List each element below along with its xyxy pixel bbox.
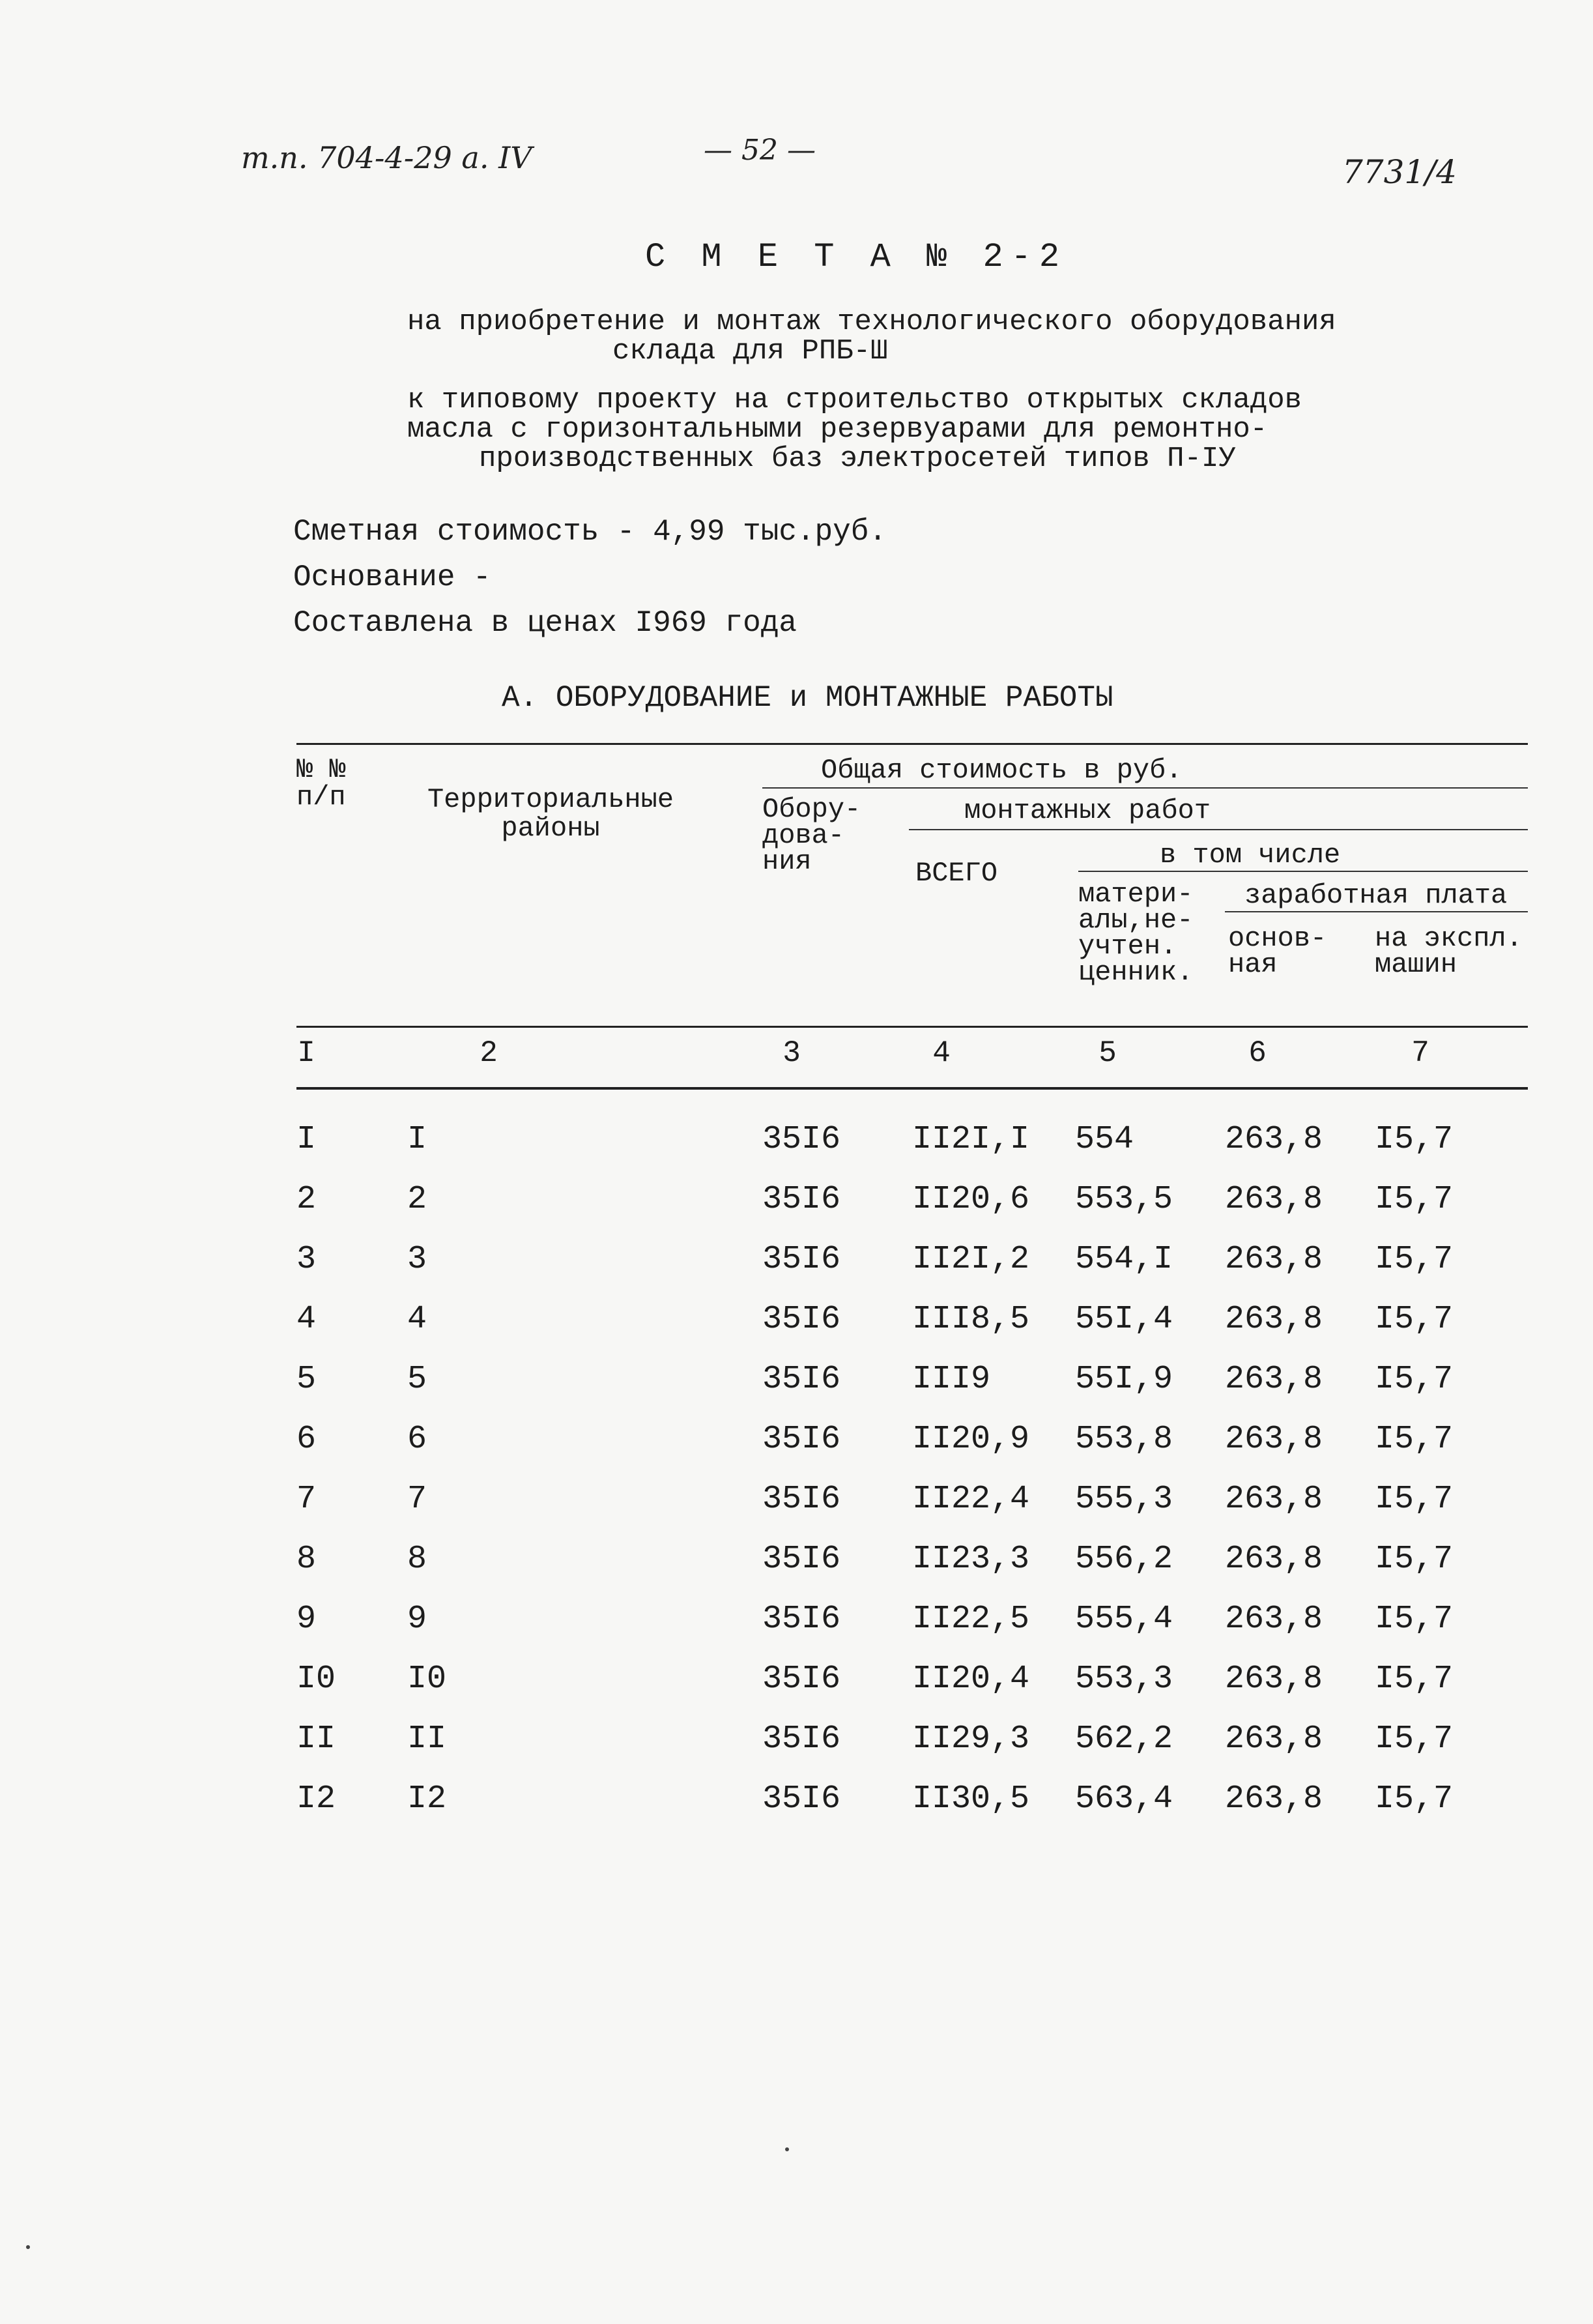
table-cell: II22,5 [912, 1601, 1030, 1638]
table-cell: 4 [296, 1301, 317, 1338]
table-cell: I5,7 [1375, 1541, 1454, 1578]
table-cell: 35I6 [762, 1121, 841, 1158]
table-cell: I5,7 [1375, 1361, 1454, 1398]
header-total: ВСЕГО [915, 858, 998, 889]
table-cell: 2 [296, 1181, 317, 1218]
col-number-5: 5 [1098, 1036, 1117, 1070]
table-top-rule [296, 743, 1528, 745]
header-equipment: Обору-дова-ния [762, 794, 861, 877]
table-cell: I5,7 [1375, 1601, 1454, 1638]
table-cell: 263,8 [1225, 1661, 1323, 1698]
table-cell: II20,4 [912, 1661, 1030, 1698]
table-cell: 35I6 [762, 1601, 841, 1638]
table-cell: II2I,I [912, 1121, 1030, 1158]
archive-number: 7731/4 [1342, 153, 1457, 191]
header-wages: заработная плата [1244, 880, 1508, 911]
table-cell: 6 [407, 1421, 427, 1458]
compiled-prices: Составлена в ценах I969 года [293, 606, 797, 640]
col-number-4: 4 [932, 1036, 951, 1070]
header-rule-installation [909, 829, 1528, 830]
subtitle-line-1: на приобретение и монтаж технологического оборудования [407, 306, 1336, 338]
table-cell: I0 [296, 1661, 336, 1698]
header-bottom-rule [296, 1026, 1528, 1028]
table-cell: 8 [296, 1541, 317, 1578]
table-cell: 7 [407, 1481, 427, 1518]
table-cell: 35I6 [762, 1780, 841, 1818]
table-cell: I2 [296, 1780, 336, 1818]
table-cell: I5,7 [1375, 1721, 1454, 1758]
table-cell: 263,8 [1225, 1361, 1323, 1398]
table-cell: 563,4 [1075, 1780, 1173, 1818]
subtitle-line-5: производственных баз электросетей типов П-IУ [479, 443, 1236, 475]
table-cell: II [296, 1721, 336, 1758]
table-cell: 6 [296, 1421, 317, 1458]
table-cell: II29,3 [912, 1721, 1030, 1758]
subtitle-line-2: склада для РПБ-Ш [612, 335, 888, 368]
table-cell: 263,8 [1225, 1181, 1323, 1218]
table-cell: 35I6 [762, 1661, 841, 1698]
table-cell: 35I6 [762, 1541, 841, 1578]
table-cell: II2I,2 [912, 1241, 1030, 1278]
table-cell: 35I6 [762, 1721, 841, 1758]
table-cell: 263,8 [1225, 1421, 1323, 1458]
table-cell: 553,5 [1075, 1181, 1173, 1218]
table-cell: I5,7 [1375, 1121, 1454, 1158]
table-cell: II20,9 [912, 1421, 1030, 1458]
table-cell: III9 [912, 1361, 991, 1398]
section-title: А. ОБОРУДОВАНИЕ и МОНТАЖНЫЕ РАБОТЫ [502, 681, 1113, 715]
table-cell: 8 [407, 1541, 427, 1578]
table-cell: 263,8 [1225, 1541, 1323, 1578]
table-cell: 35I6 [762, 1181, 841, 1218]
table-cell: I5,7 [1375, 1780, 1454, 1818]
table-cell: 35I6 [762, 1301, 841, 1338]
table-cell: 263,8 [1225, 1301, 1323, 1338]
table-cell: 35I6 [762, 1481, 841, 1518]
table-cell: 7 [296, 1481, 317, 1518]
table-cell: I [407, 1121, 427, 1158]
col-number-2: 2 [480, 1036, 498, 1070]
col-number-1: I [297, 1036, 315, 1070]
header-rule-including [1078, 871, 1528, 872]
table-cell: 263,8 [1225, 1481, 1323, 1518]
table-cell: III8,5 [912, 1301, 1030, 1338]
table-cell: 35I6 [762, 1361, 841, 1398]
table-cell: 55I,4 [1075, 1301, 1173, 1338]
table-cell: I5,7 [1375, 1301, 1454, 1338]
table-cell: II [407, 1721, 447, 1758]
table-cell: II22,4 [912, 1481, 1030, 1518]
table-cell: II23,3 [912, 1541, 1030, 1578]
table-cell: 55I,9 [1075, 1361, 1173, 1398]
table-cell: 9 [407, 1601, 427, 1638]
header-installation: монтажных работ [964, 795, 1211, 826]
table-cell: I5,7 [1375, 1421, 1454, 1458]
table-cell: 555,4 [1075, 1601, 1173, 1638]
subtitle-line-4: масла с горизонтальными резервуарами для ремонтно- [407, 413, 1268, 446]
header-materials: матери-алы,не-учтен. ценник. [1078, 879, 1194, 988]
col-number-3: 3 [782, 1036, 801, 1070]
table-cell: 554 [1075, 1121, 1134, 1158]
table-cell: II30,5 [912, 1780, 1030, 1818]
header-total-cost: Общая стоимость в руб. [821, 755, 1183, 786]
col-number-7: 7 [1411, 1036, 1429, 1070]
table-cell: I5,7 [1375, 1181, 1454, 1218]
column-number-rule [296, 1087, 1528, 1090]
table-cell: II20,6 [912, 1181, 1030, 1218]
basis-line: Основание - [293, 560, 491, 594]
estimated-cost: Сметная стоимость - 4,99 тыс.руб. [293, 515, 887, 549]
table-cell: 5 [407, 1361, 427, 1398]
table-cell: 554,I [1075, 1241, 1173, 1278]
table-cell: I5,7 [1375, 1661, 1454, 1698]
document-code: т.п. 704-4-29 а. IV [241, 140, 532, 175]
table-cell: 3 [407, 1241, 427, 1278]
table-cell: 263,8 [1225, 1121, 1323, 1158]
document-title: С М Е Т А № 2-2 [645, 238, 1068, 276]
table-cell: I [296, 1121, 317, 1158]
table-cell: I2 [407, 1780, 447, 1818]
table-cell: 562,2 [1075, 1721, 1173, 1758]
table-cell: I5,7 [1375, 1241, 1454, 1278]
table-cell: 35I6 [762, 1241, 841, 1278]
table-cell: 263,8 [1225, 1241, 1323, 1278]
table-cell: I0 [407, 1661, 447, 1698]
header-basic: основ-ная [1228, 923, 1327, 980]
table-cell: 35I6 [762, 1421, 841, 1458]
header-machines: на экспл. машин [1375, 923, 1523, 980]
table-cell: 263,8 [1225, 1780, 1323, 1818]
table-cell: I5,7 [1375, 1481, 1454, 1518]
table-cell: 9 [296, 1601, 317, 1638]
table-cell: 555,3 [1075, 1481, 1173, 1518]
subtitle-line-3: к типовому проекту на строительство открытых складов [407, 384, 1302, 416]
col-number-6: 6 [1248, 1036, 1267, 1070]
table-cell: 263,8 [1225, 1601, 1323, 1638]
table-cell: 553,3 [1075, 1661, 1173, 1698]
scan-mark [26, 2245, 30, 2249]
header-rule-wages [1225, 911, 1528, 912]
table-cell: 2 [407, 1181, 427, 1218]
table-cell: 3 [296, 1241, 317, 1278]
header-including: в том числе [1160, 839, 1341, 871]
header-rule-total [762, 787, 1528, 789]
table-cell: 263,8 [1225, 1721, 1323, 1758]
table-cell: 5 [296, 1361, 317, 1398]
page-number: — 52 — [704, 134, 816, 167]
table-cell: 556,2 [1075, 1541, 1173, 1578]
table-cell: 4 [407, 1301, 427, 1338]
scan-mark [785, 2147, 789, 2151]
header-row-number: № № п/п [296, 754, 346, 813]
table-cell: 553,8 [1075, 1421, 1173, 1458]
header-regions: Территориальные районы [427, 784, 674, 844]
